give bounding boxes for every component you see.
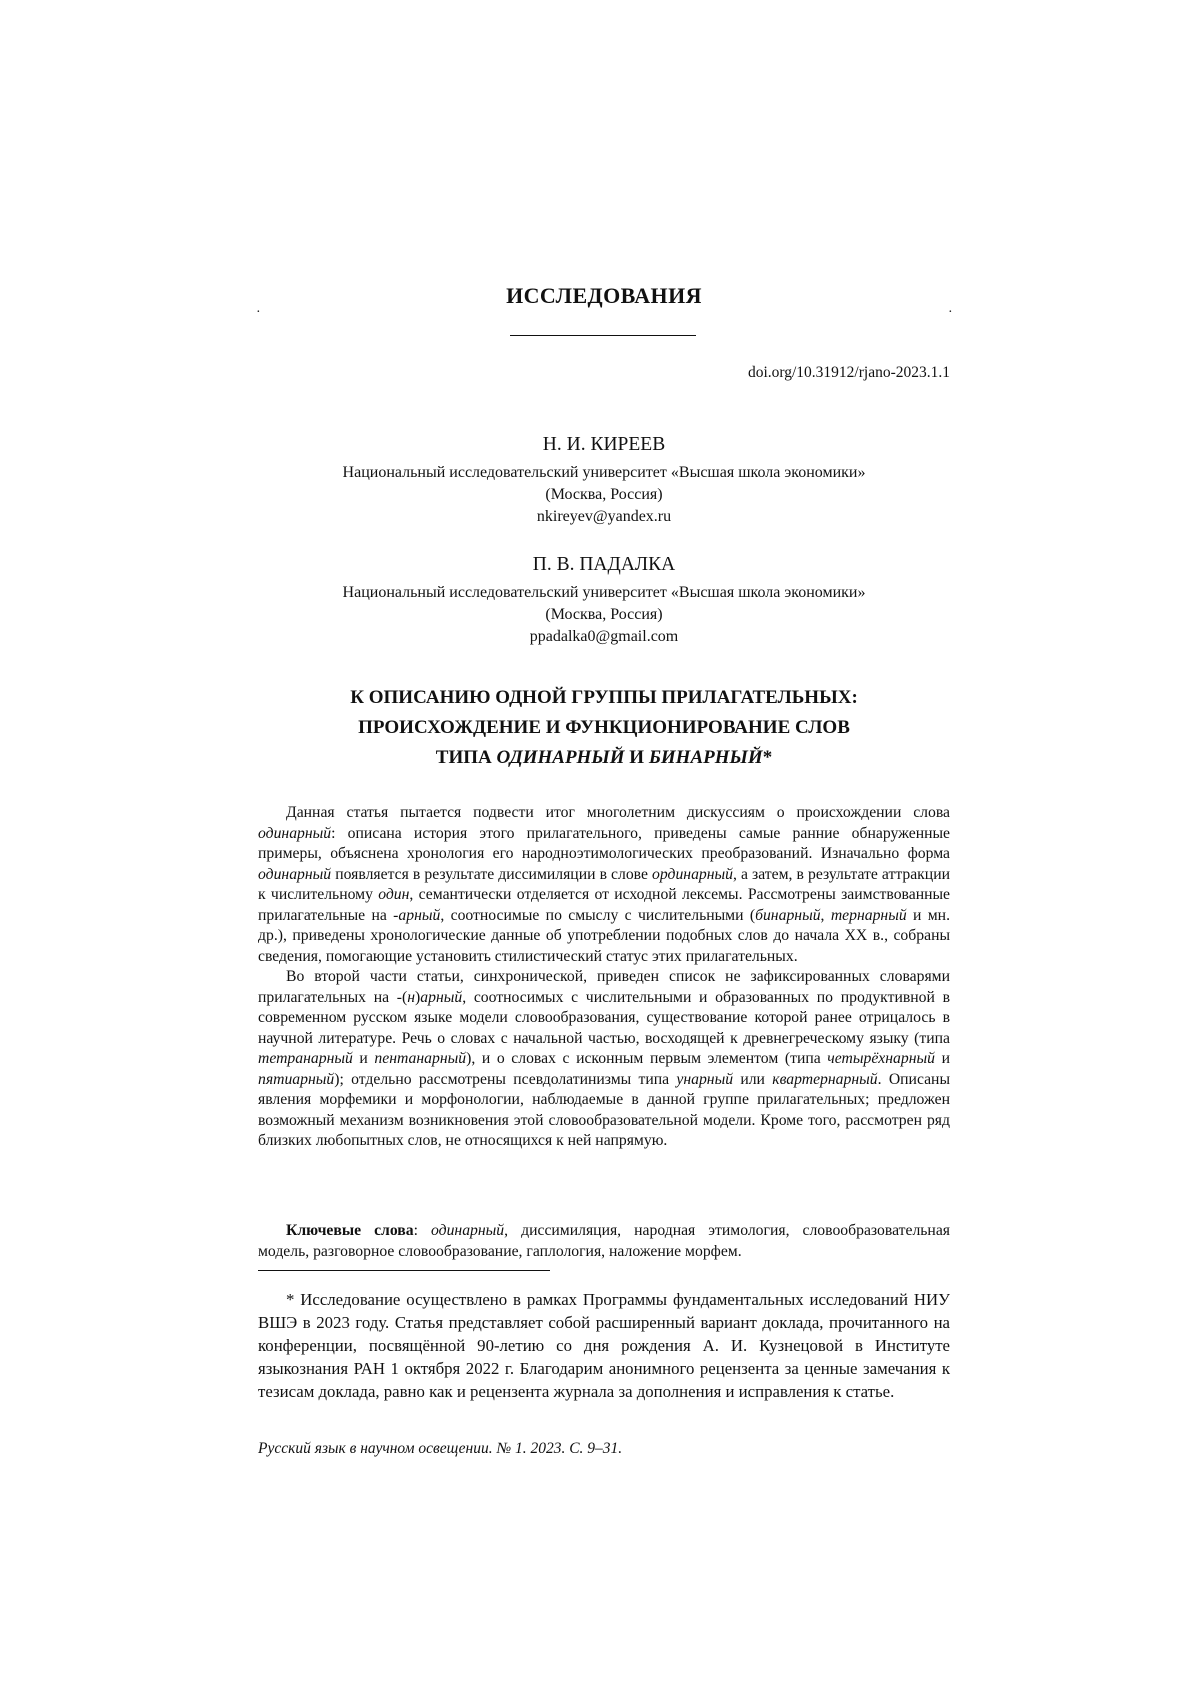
title-line-2: ПРОИСХОЖДЕНИЕ И ФУНКЦИОНИРОВАНИЕ СЛОВ: [358, 717, 850, 738]
term: один: [378, 886, 410, 903]
doi-link[interactable]: doi.org/10.31912/rjano-2023.1.1: [747, 364, 950, 381]
keywords: Ключевые слова: одинарный, диссимиляция, народная этимология, словообразовательная модель, разговорное словообразование, гаплология, наложение морфем.: [258, 1222, 951, 1260]
title-term-2: БИНАРНЫЙ: [648, 747, 763, 768]
keywords-list: , диссимиляция, народная этимология, словообразовательная модель, разговорное словообразование, гаплология, наложение морфем.: [258, 1222, 951, 1260]
author-location: (Москва, Россия): [545, 486, 663, 503]
author-affiliation: Национальный исследовательский университет «Высшая школа экономики»: [342, 584, 866, 601]
author-name: Н. И. КИРЕЕВ: [542, 434, 666, 455]
title-term-1: ОДИНАРНЫЙ: [496, 747, 625, 768]
author-block-1: [258, 432, 950, 528]
author-block-2: [258, 552, 950, 648]
term: пятиарный: [258, 1070, 335, 1088]
term: тернарный: [830, 906, 907, 924]
author-affiliation: Национальный исследовательский университет «Высшая школа экономики»: [342, 464, 866, 481]
term: бинарный: [755, 906, 821, 924]
footnote-divider: [258, 1270, 550, 1271]
term: тетранарный: [258, 1050, 353, 1067]
article-title: [258, 683, 950, 773]
author-email[interactable]: nkireyev@yandex.ru: [536, 508, 672, 525]
abstract: [258, 803, 950, 1152]
term: одинарный: [258, 824, 332, 842]
title-line-3: [258, 743, 950, 773]
keywords-label: Ключевые слова: [286, 1222, 414, 1239]
footnote-marker[interactable]: *: [762, 747, 773, 768]
title-line-1: К ОПИСАНИЮ ОДНОЙ ГРУППЫ ПРИЛАГАТЕЛЬНЫХ:: [350, 687, 858, 708]
author-location: (Москва, Россия): [545, 606, 663, 623]
term: арный: [420, 988, 463, 1006]
crop-mark-left: ·: [256, 305, 261, 320]
term: унарный: [676, 1070, 734, 1088]
title-prefix: ТИПА: [435, 747, 497, 768]
section-heading: ИССЛЕДОВАНИЯ: [506, 283, 702, 308]
term: пентанарный: [374, 1050, 467, 1067]
term: -арный: [393, 906, 441, 924]
footnote: * Исследование осуществлено в рамках Программы фундаментальных исследований НИУ ВШЭ в 2023 году. Статья представляет собой расширенный вариант доклада, прочитанного на конференции, посвящённой 90-летию со дня рождения А. И. Кузнецовой в Институте языкознания РАН 1 октября 2022 г. Благодарим анонимного рецензента за ценные замечания к тезисам доклада, равно как и рецензента журнала за дополнения и исправления к статье.: [258, 1290, 950, 1401]
term: ординарный: [652, 865, 734, 883]
heading-underline: [510, 335, 696, 336]
crop-mark-right: ·: [948, 305, 953, 320]
term: одинарный: [258, 865, 332, 883]
title-conjunction: И: [624, 747, 649, 768]
author-email[interactable]: ppadalka0@gmail.com: [529, 628, 679, 645]
term: четырёхнарный: [827, 1050, 935, 1067]
term: квартернарный: [772, 1070, 878, 1088]
abstract-paragraph-2: Во второй части статьи, синхронической, приведен список не зафиксированных словарями прилагательных на -(н)арный, соотносимых с числительными и образованных по продуктивной в современном русском языке модели словообразования, существование которой ранее отрицалось в научной литературе. Речь о словах с начальной частью, восходящей к древнегреческому языку (типа тетранарный и пентанарный), и о словах с исконным первым элементом (типа четырёхнарный и пятиарный); отдельно рассмотрены псевдолатинизмы типа унарный или квартернарный. Описаны явления морфемики и морфонологии, наблюдаемые в данной группе прилагательных; предложен возможный механизм возникновения этой словообразовательной модели. Кроме того, рассмотрен ряд близких любопытных слов, не относящихся к ней напрямую.: [258, 968, 950, 1149]
keyword-term: одинарный: [431, 1222, 505, 1239]
term: н: [407, 988, 416, 1006]
journal-citation: Русский язык в научном освещении. № 1. 2023. С. 9–31.: [258, 1440, 623, 1457]
author-name: П. В. ПАДАЛКА: [532, 554, 676, 575]
abstract-paragraph-1: Данная статья пытается подвести итог многолетним дискуссиям о происхождении слова одинарный: описана история этого прилагательного, приведены самые ранние обнаруженные примеры, объяснена хронология его народноэтимологических преобразований. Изначально форма одинарный появляется в результате диссимиляции в слове ординарный, а затем, в результате аттракции к числительному один, семантически отделяется от исходной лексемы. Рассмотрены заимствованные прилагательные на -арный, соотносимые по смыслу с числительными (бинарный, тернарный и мн. др.), приведены хронологические данные об употреблении подобных слов до начала XX в., собраны сведения, помогающие установить стилистический статус этих прилагательных.: [258, 804, 950, 965]
